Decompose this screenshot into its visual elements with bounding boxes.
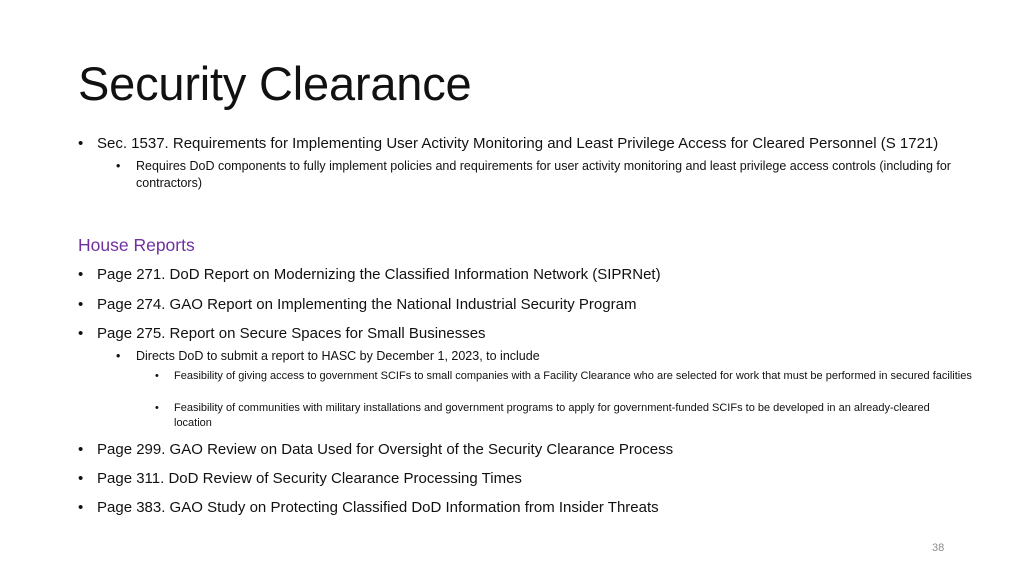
section-heading-house-reports: House Reports — [78, 235, 195, 255]
bullet-page-271: • Page 271. DoD Report on Modernizing the Classified Information Network (SIPRNet) — [97, 265, 661, 284]
sub-bullet-uam-requirements: • Requires DoD components to fully implement policies and requirements for user activity monitoring and least privilege access controls (including for contractors) — [136, 158, 966, 191]
slide-title: Security Clearance — [78, 57, 472, 110]
sub-bullet-hasc-report: • Directs DoD to submit a report to HASC by December 1, 2023, to include — [136, 348, 540, 365]
bullet-page-383: • Page 383. GAO Study on Protecting Classified DoD Information from Insider Threats — [97, 498, 659, 517]
sub-sub-bullet-scif-access: • Feasibility of giving access to government SCIFs to small companies with a Facility Clearance who are selected for work that must be performed in secured facilities — [174, 369, 974, 384]
bullet-page-311: • Page 311. DoD Review of Security Clearance Processing Times — [97, 469, 522, 488]
bullet-page-274: • Page 274. GAO Report on Implementing the National Industrial Security Program — [97, 295, 636, 314]
bullet-page-275: • Page 275. Report on Secure Spaces for Small Businesses — [97, 324, 486, 343]
page-number: 38 — [932, 542, 945, 554]
bullet-sec-1537: • Sec. 1537. Requirements for Implementing User Activity Monitoring and Least Privilege Access for Cleared Personnel (S 1721) — [97, 134, 938, 153]
bullet-page-299: • Page 299. GAO Review on Data Used for Oversight of the Security Clearance Process — [97, 440, 673, 459]
sub-sub-bullet-scif-communities: • Feasibility of communities with military installations and government programs to apply for government-funded SCIFs to be developed in an already-cleared location — [174, 401, 964, 431]
